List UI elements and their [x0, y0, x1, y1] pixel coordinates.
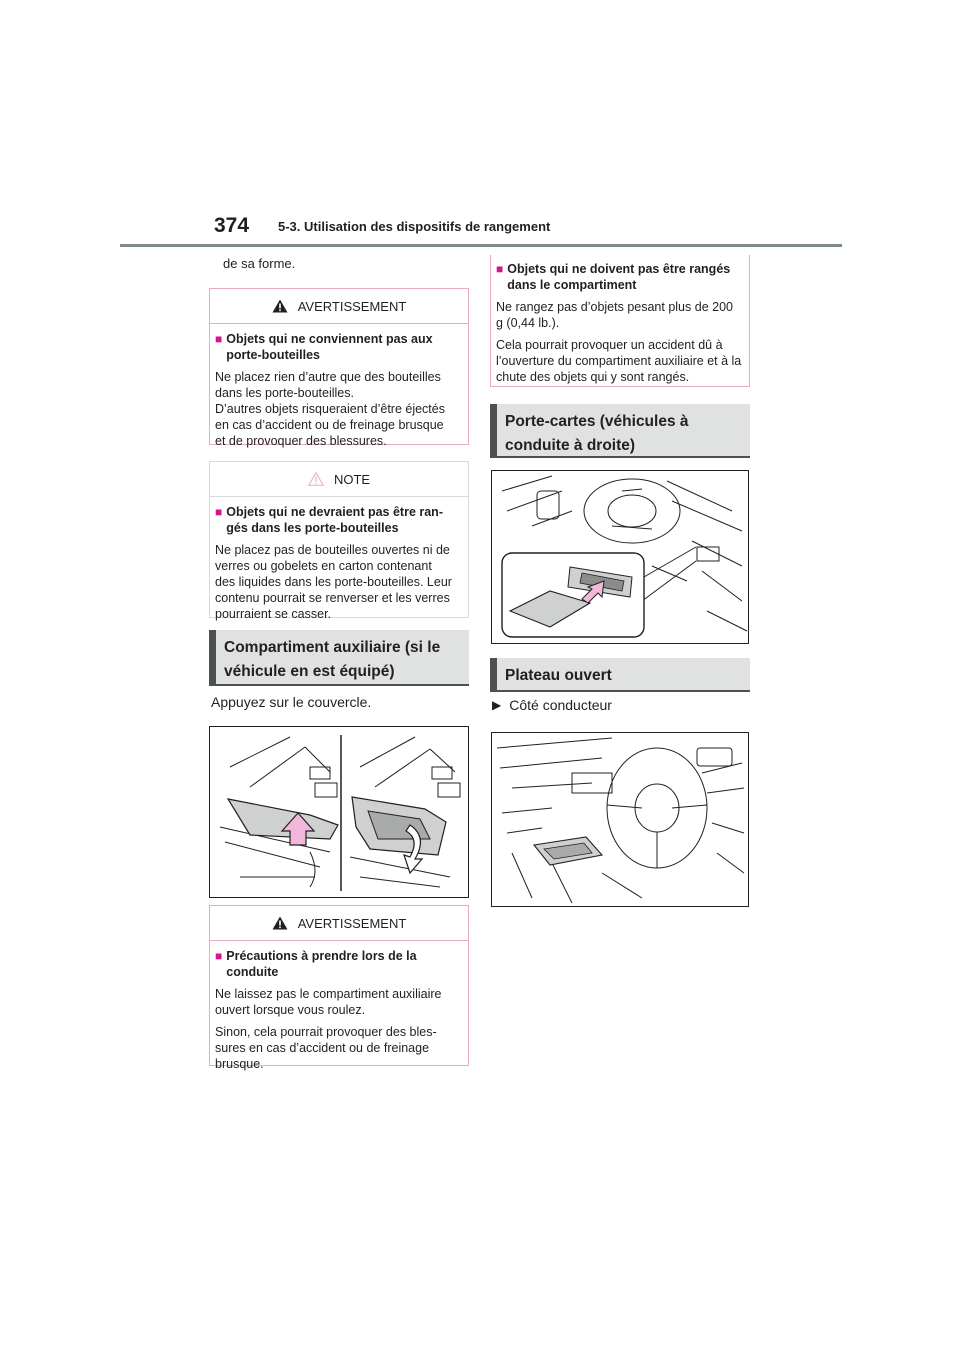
square-bullet-icon: ■ — [215, 949, 223, 963]
text-line: en cas d’accident ou de freinage brusque — [215, 418, 444, 432]
item-title: Objets qui ne conviennent pas aux porte-bouteilles — [226, 332, 433, 362]
heading-text: Plateau ouvert — [505, 667, 612, 684]
header-rule — [120, 244, 842, 247]
figure-card-holder — [491, 470, 749, 644]
heading-text: Porte-cartes (véhicules à conduite à droite) — [505, 413, 689, 454]
warning-box-driving — [209, 905, 469, 1071]
text-line: des liquides dans les porte-bouteilles. Leur — [215, 575, 452, 589]
warning-paragraph: Ne rangez pas d’objets pesant plus de 200 g (0,44 lb.). — [496, 300, 733, 330]
square-bullet-icon: ■ — [215, 505, 223, 519]
square-bullet-icon: ■ — [215, 332, 223, 346]
warning-box-continued — [490, 255, 750, 387]
text-line: contenu pourrait se renverser et les verres — [215, 591, 450, 605]
page-number: 374 — [214, 214, 250, 237]
text-line: Ne placez pas de bouteilles ouvertes ni de — [215, 543, 450, 557]
section-title: 5-3. Utilisation des dispositifs de rangement — [278, 219, 551, 234]
warning-label: AVERTISSEMENT — [297, 915, 407, 931]
continuation-text: de sa forme. — [223, 256, 296, 271]
figure-auxiliary-compartment — [209, 726, 469, 898]
item-title: Objets qui ne devraient pas être ran-gés dans les porte-bouteilles — [226, 505, 443, 535]
heading-text: Compartiment auxiliaire (si le véhicule en est équipé) — [224, 639, 441, 680]
warning-paragraph: Cela pourrait provoquer un accident dû à l’ouverture du compartiment auxiliaire et à la chute des objets qui y sont rangés. — [496, 338, 742, 384]
text-line: D’autres objets risqueraient d’être éjectés — [215, 402, 445, 416]
text-line: pourraient se casser. — [215, 607, 332, 621]
warning-triangle-icon — [272, 299, 288, 313]
note-label: NOTE — [333, 471, 371, 487]
item-title: Objets qui ne doivent pas être rangés dans le compartiment — [507, 262, 731, 292]
warning-header — [210, 289, 468, 324]
instruction-text: Appuyez sur le couvercle. — [211, 694, 372, 710]
triangle-bullet-icon: ▶ — [492, 698, 502, 712]
warning-paragraph: Sinon, cela pourrait provoquer des bles-sures en cas d’accident ou de freinage brusque. — [215, 1025, 437, 1071]
text-line: dans les porte-bouteilles. — [215, 386, 354, 400]
bullet-text: Côté conducteur — [509, 697, 612, 713]
warning-header — [210, 906, 468, 941]
warning-box-bottles — [209, 288, 469, 448]
item-title: Précautions à prendre lors de la conduite — [226, 949, 417, 979]
warning-paragraph: Ne laissez pas le compartiment auxiliaire ouvert lorsque vous roulez. — [215, 987, 442, 1017]
heading-card-holder — [490, 404, 750, 458]
note-header — [210, 462, 468, 497]
text-line: et de provoquer des blessures. — [215, 434, 387, 448]
text-line: Ne placez rien d’autre que des bouteilles — [215, 370, 441, 384]
text-line: verres ou gobelets en carton contenant — [215, 559, 432, 573]
square-bullet-icon: ■ — [496, 262, 504, 276]
heading-auxiliary-compartment — [209, 630, 469, 686]
note-triangle-icon — [308, 472, 324, 486]
warning-triangle-icon — [272, 916, 288, 930]
bullet-driver-side — [492, 697, 612, 713]
warning-label: AVERTISSEMENT — [297, 298, 407, 314]
figure-open-tray — [491, 732, 749, 907]
heading-open-tray — [490, 658, 750, 692]
note-box-bottles — [209, 461, 469, 621]
